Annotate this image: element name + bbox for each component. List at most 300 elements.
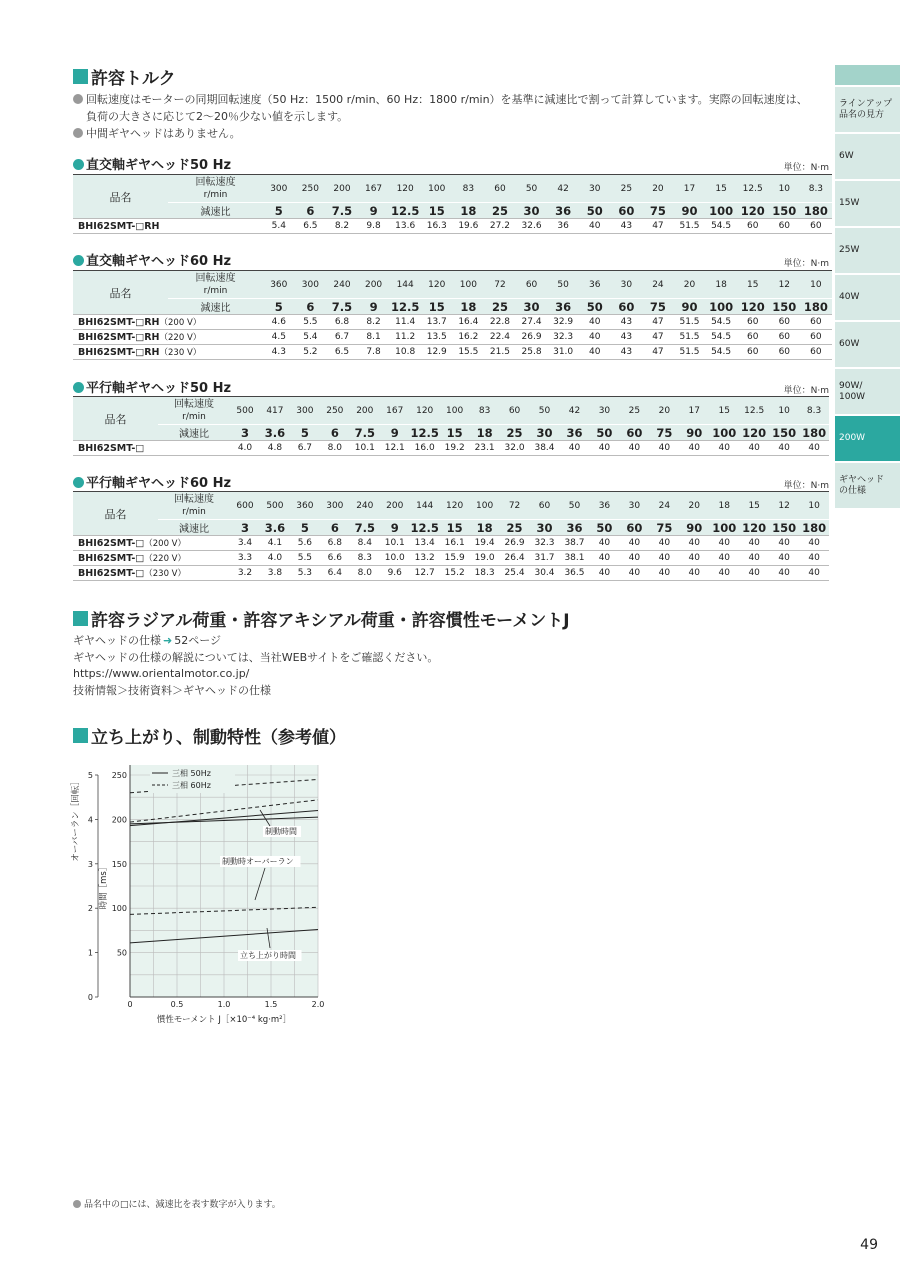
ratio-cell: 25 [484, 299, 516, 315]
circle-bullet-icon [73, 382, 84, 393]
ratio-cell: 60 [619, 425, 649, 441]
ratio-row [73, 203, 832, 219]
note-1-cont: 負荷の大きさに応じて2～20％少ない値を示します。 [86, 110, 349, 123]
ratio-cell: 15 [421, 299, 453, 315]
torque-cell: 40 [579, 345, 611, 360]
torque-cell: 40 [589, 441, 619, 456]
torque-cell: 40 [619, 441, 649, 456]
sidebar-tab[interactable] [835, 416, 900, 461]
ratio-cell: 15 [440, 425, 470, 441]
sidebar-tab-label: ラインアップ 品名の見方 [839, 98, 893, 120]
torque-cell: 40 [649, 551, 679, 566]
ratio-cell: 150 [769, 299, 801, 315]
product-name-cell [73, 315, 263, 330]
heading-text: 許容ラジアル荷重・許容アキシアル荷重・許容慣性モーメントJ [91, 611, 570, 631]
ratio-cell: 100 [709, 520, 739, 536]
table-title-row [73, 154, 829, 173]
sidebar-tab[interactable] [835, 322, 900, 367]
sidebar-tab-label: ギヤヘッド の仕様 [839, 474, 885, 496]
y-tick-label: 200 [111, 815, 127, 825]
table-title-text: 直交軸ギヤヘッド60 Hz [86, 254, 232, 269]
ratio-cell: 36 [559, 425, 589, 441]
product-name: BHI62SMT-□ [78, 442, 145, 454]
ratio-cell: 12.5 [390, 203, 420, 218]
ratio-cell: 25 [484, 203, 516, 219]
torque-cell: 11.2 [389, 330, 421, 345]
voltage-label: （220 V） [144, 554, 186, 564]
torque-cell: 22.8 [484, 315, 516, 330]
speed-cell: 200 [326, 175, 358, 203]
web-note: ギヤヘッドの仕様の解説については、当社WEBサイトをご確認ください。 [73, 650, 439, 664]
ratio-cell: 18 [453, 203, 485, 219]
annotation-label: 制動時オーバーラン [222, 857, 294, 866]
speed-cell: 120 [410, 397, 440, 425]
torque-cell: 60 [769, 345, 801, 360]
product-name-cell [73, 330, 263, 345]
product-name: BHI62SMT-□RH [78, 317, 160, 328]
sidebar-tab[interactable] [835, 369, 900, 414]
ratio-cell: 180 [800, 203, 832, 219]
ratio-cell: 36 [547, 299, 579, 315]
ratio-cell: 75 [649, 425, 679, 441]
footer-note [73, 1197, 281, 1210]
ratio-cell: 7.5 [326, 299, 358, 315]
heading-square-icon [73, 611, 88, 626]
speed-cell: 300 [263, 175, 295, 203]
table-row [73, 345, 832, 360]
bullet-icon [73, 128, 83, 138]
ratio-cell: 25 [500, 520, 530, 536]
y-tick-label: 150 [111, 859, 127, 869]
ratio-cell: 30 [530, 520, 560, 536]
speed-cell: 18 [705, 271, 737, 299]
ratio-cell: 36 [547, 203, 579, 219]
ratio-label: 減速比 [168, 203, 263, 219]
col-header-name: 品名 [73, 175, 168, 219]
speed-cell: 20 [679, 492, 709, 520]
speed-cell: 12.5 [739, 397, 769, 425]
table-title-row [73, 377, 829, 396]
torque-cell: 18.3 [470, 566, 500, 581]
voltage-label: （200 V） [159, 318, 202, 328]
torque-cell: 38.1 [559, 551, 589, 566]
speed-cell: 300 [290, 397, 320, 425]
torque-cell: 26.9 [516, 330, 548, 345]
torque-cell: 4.1 [260, 536, 290, 551]
ratio-cell: 6 [295, 203, 327, 219]
ratio-cell: 90 [679, 520, 709, 536]
x-tick-label: 0 [127, 1000, 133, 1009]
annotation-label: 制動時間 [265, 827, 297, 836]
speed-cell: 600 [230, 492, 260, 520]
sidebar-tab[interactable] [835, 87, 900, 132]
torque-cell: 3.2 [230, 566, 260, 581]
speed-cell: 360 [290, 492, 320, 520]
y2-tick-label: 0 [87, 993, 93, 1002]
ratio-cell: 15 [421, 203, 453, 219]
torque-cell: 22.4 [484, 330, 516, 345]
torque-cell: 60 [800, 345, 832, 360]
torque-cell: 40 [649, 536, 679, 551]
y2-axis-label: オーバーラン［回転］ [71, 777, 81, 862]
speed-row [73, 175, 832, 203]
torque-cell: 19.4 [470, 536, 500, 551]
product-name: BHI62SMT-□ [78, 538, 145, 549]
speed-cell: 60 [484, 175, 516, 203]
y2-tick-label: 3 [87, 859, 93, 869]
ratio-cell: 120 [739, 520, 769, 536]
product-name: BHI62SMT-□RH [78, 347, 160, 358]
web-path: 技術情報＞技術資料＞ギヤヘッドの仕様 [73, 683, 271, 697]
ratio-label: 減速比 [168, 299, 263, 315]
speed-cell: 72 [500, 492, 530, 520]
torque-cell: 6.7 [326, 330, 358, 345]
note-1-text: 回転速度はモーターの同期回転速度（50 Hz：1500 r/min、60 Hz：1800 r/min）を基準に減速比で割って計算しています。実際の回転速度は、 [86, 93, 808, 106]
ratio-cell: 150 [769, 203, 801, 219]
ratio-row [73, 425, 829, 441]
ratio-cell: 18 [470, 425, 500, 441]
torque-cell: 3.4 [230, 536, 260, 551]
ratio-cell: 75 [642, 203, 674, 219]
speed-cell: 20 [642, 175, 674, 203]
ratio-cell: 180 [799, 520, 829, 536]
torque-cell: 30.4 [530, 566, 560, 581]
sidebar-tab-label: 90W/ 100W [839, 380, 866, 402]
ratio-cell: 12.5 [390, 299, 420, 314]
torque-cell: 36 [547, 219, 579, 234]
torque-cell: 8.2 [326, 219, 358, 234]
speed-cell: 120 [421, 271, 453, 299]
torque-cell: 54.5 [705, 330, 737, 345]
voltage-label: （200 V） [144, 539, 186, 549]
speed-cell: 100 [453, 271, 485, 299]
torque-cell: 13.2 [410, 551, 440, 566]
y2-tick-label: 4 [87, 815, 93, 825]
torque-cell: 8.1 [358, 330, 390, 345]
torque-cell: 3.8 [260, 566, 290, 581]
ratio-cell: 9 [380, 520, 410, 536]
torque-cell: 40 [589, 551, 619, 566]
table-title [73, 472, 231, 491]
table-title-row [73, 472, 829, 491]
torque-cell: 40 [709, 551, 739, 566]
ratio-cell: 75 [642, 299, 674, 315]
ratio-cell: 100 [709, 425, 739, 441]
torque-cell: 40 [649, 441, 679, 456]
torque-cell: 10.1 [380, 536, 410, 551]
speed-cell: 167 [358, 175, 390, 203]
torque-cell: 12.7 [410, 566, 440, 581]
torque-cell: 9.6 [380, 566, 410, 581]
table-row [73, 219, 832, 234]
speed-row [73, 271, 832, 299]
torque-cell: 40 [679, 551, 709, 566]
torque-cell: 40 [709, 441, 739, 456]
speed-cell: 12.5 [737, 175, 769, 203]
torque-cell: 60 [737, 330, 769, 345]
speed-cell: 83 [470, 397, 500, 425]
ratio-cell: 100 [705, 203, 737, 219]
torque-cell: 19.6 [453, 219, 485, 234]
ratio-cell: 7.5 [350, 425, 380, 441]
torque-cell: 40 [769, 551, 799, 566]
product-name-cell [73, 551, 230, 566]
speed-cell: 200 [350, 397, 380, 425]
speed-cell: 200 [358, 271, 390, 299]
torque-cell: 13.6 [389, 219, 421, 234]
torque-cell: 40 [559, 441, 589, 456]
torque-cell: 16.0 [410, 441, 440, 456]
ratio-row [73, 299, 832, 315]
ratio-cell: 9 [380, 425, 410, 441]
torque-cell: 5.5 [295, 315, 327, 330]
torque-cell: 8.0 [320, 441, 350, 456]
sidebar-tab[interactable] [835, 181, 900, 226]
torque-cell: 4.8 [260, 441, 290, 456]
annotation-label: 立ち上がり時間 [240, 951, 296, 960]
torque-cell: 40 [769, 441, 799, 456]
ratio-cell: 50 [579, 203, 611, 219]
torque-table [73, 491, 829, 581]
spec-text: ギヤヘッドの仕様 [73, 634, 161, 647]
unit-label: 単位：N·m [783, 386, 829, 396]
y-tick-label: 50 [116, 948, 127, 958]
sidebar-tab-label: 40W [839, 292, 860, 302]
sidebar-top-strip [835, 65, 900, 85]
speed-cell: 360 [263, 271, 295, 299]
ratio-cell: 90 [674, 203, 706, 219]
bullet-icon [73, 1200, 81, 1208]
arrow-right-icon: ➜ [163, 634, 173, 647]
torque-cell: 23.1 [470, 441, 500, 456]
table-title [73, 154, 231, 173]
notes-block [73, 91, 833, 142]
product-name: BHI62SMT-□RH [78, 332, 160, 343]
sidebar-tab[interactable] [835, 275, 900, 320]
speed-cell: 240 [350, 492, 380, 520]
speed-cell: 18 [709, 492, 739, 520]
torque-cell: 26.9 [500, 536, 530, 551]
speed-cell: 42 [559, 397, 589, 425]
speed-row [73, 397, 829, 425]
torque-cell: 54.5 [705, 345, 737, 360]
speed-cell: 15 [705, 175, 737, 203]
ratio-cell: 50 [579, 299, 611, 315]
torque-cell: 31.7 [530, 551, 560, 566]
ratio-cell: 150 [769, 520, 799, 536]
ratio-cell: 12.5 [410, 520, 439, 535]
speed-cell: 17 [679, 397, 709, 425]
table-title [73, 377, 231, 396]
torque-cell: 43 [611, 330, 643, 345]
ratio-cell: 90 [674, 299, 706, 315]
speed-cell: 24 [649, 492, 679, 520]
torque-cell: 40 [589, 536, 619, 551]
speed-cell: 20 [674, 271, 706, 299]
speed-cell: 15 [739, 492, 769, 520]
speed-label: 回転速度 r/min [168, 175, 263, 203]
speed-cell: 100 [421, 175, 453, 203]
torque-cell: 4.0 [230, 441, 260, 456]
torque-cell: 13.5 [421, 330, 453, 345]
product-name-cell [73, 566, 230, 581]
speed-cell: 250 [295, 175, 327, 203]
speed-cell: 42 [547, 175, 579, 203]
torque-cell: 27.2 [484, 219, 516, 234]
speed-cell: 240 [326, 271, 358, 299]
x-axis-label: 慣性モーメント J［×10⁻⁴ kg·m²］ [156, 1015, 292, 1025]
speed-cell: 83 [453, 175, 485, 203]
section-heading-torque [73, 64, 176, 89]
speed-cell: 200 [380, 492, 410, 520]
torque-cell: 6.6 [320, 551, 350, 566]
ratio-cell: 6 [320, 425, 350, 441]
torque-table [73, 174, 832, 234]
speed-cell: 120 [389, 175, 421, 203]
torque-cell: 60 [769, 219, 801, 234]
speed-cell: 24 [642, 271, 674, 299]
table-title-text: 平行軸ギヤヘッド60 Hz [86, 476, 232, 491]
speed-cell: 10 [799, 492, 829, 520]
torque-cell: 21.5 [484, 345, 516, 360]
speed-cell: 8.3 [800, 175, 832, 203]
legend-label: 三相 50Hz [172, 769, 211, 778]
sidebar-tab[interactable] [835, 228, 900, 273]
table-row [73, 551, 829, 566]
torque-cell: 40 [739, 441, 769, 456]
product-name-cell [73, 219, 263, 234]
ratio-cell: 30 [530, 425, 560, 441]
ratio-cell: 25 [500, 425, 530, 441]
table-row [73, 566, 829, 581]
torque-cell: 36.5 [559, 566, 589, 581]
torque-cell: 40 [589, 566, 619, 581]
ratio-cell: 100 [705, 299, 737, 315]
torque-cell: 47 [642, 345, 674, 360]
product-name: BHI62SMT-□ [78, 553, 145, 564]
torque-cell: 4.5 [263, 330, 295, 345]
torque-cell: 9.8 [358, 219, 390, 234]
speed-cell: 300 [320, 492, 350, 520]
ratio-cell: 5 [290, 520, 320, 536]
section-heading-load [73, 606, 570, 631]
torque-cell: 40 [579, 219, 611, 234]
ratio-cell: 180 [800, 299, 832, 315]
torque-cell: 6.4 [320, 566, 350, 581]
torque-cell: 51.5 [674, 330, 706, 345]
heading-square-icon [73, 728, 88, 743]
table-title-text: 直交軸ギヤヘッド50 Hz [86, 158, 232, 173]
speed-cell: 100 [470, 492, 500, 520]
ratio-cell: 60 [611, 203, 643, 219]
speed-cell: 417 [260, 397, 290, 425]
torque-cell: 40 [579, 330, 611, 345]
note-1 [73, 91, 833, 108]
ratio-cell: 3 [230, 425, 260, 441]
ratio-cell: 150 [769, 425, 799, 441]
col-header-name: 品名 [73, 492, 158, 536]
ratio-cell: 180 [799, 425, 829, 441]
torque-cell: 47 [642, 330, 674, 345]
characteristics-chart [60, 750, 350, 1040]
torque-cell: 15.2 [440, 566, 470, 581]
ratio-cell: 30 [516, 299, 548, 315]
torque-cell: 43 [611, 219, 643, 234]
sidebar-tab-label: 6W [839, 151, 854, 161]
torque-cell: 40 [799, 566, 829, 581]
torque-cell: 43 [611, 315, 643, 330]
y-axis-label: 時間［ms］ [99, 862, 109, 910]
speed-cell: 60 [530, 492, 560, 520]
speed-cell: 120 [440, 492, 470, 520]
speed-cell: 15 [709, 397, 739, 425]
ratio-cell: 75 [649, 520, 679, 536]
circle-bullet-icon [73, 255, 84, 266]
torque-cell: 11.4 [389, 315, 421, 330]
torque-cell: 40 [679, 536, 709, 551]
ratio-cell: 12.5 [410, 425, 439, 440]
torque-cell: 5.2 [295, 345, 327, 360]
ratio-cell: 5 [263, 203, 295, 219]
speed-cell: 10 [769, 175, 801, 203]
torque-cell: 60 [737, 315, 769, 330]
page-ref-link[interactable]: 52ページ [174, 634, 221, 647]
speed-cell: 500 [260, 492, 290, 520]
torque-cell: 40 [679, 441, 709, 456]
section-heading-characteristics [73, 723, 346, 748]
speed-cell: 30 [619, 492, 649, 520]
torque-cell: 40 [739, 536, 769, 551]
speed-cell: 25 [611, 175, 643, 203]
torque-cell: 40 [799, 536, 829, 551]
speed-label: 回転速度 r/min [168, 271, 263, 299]
torque-cell: 38.4 [530, 441, 560, 456]
speed-row [73, 492, 829, 520]
torque-cell: 25.8 [516, 345, 548, 360]
product-name-cell [73, 441, 230, 456]
voltage-label: （230 V） [144, 569, 186, 579]
speed-cell: 36 [579, 271, 611, 299]
sidebar-tab[interactable] [835, 463, 900, 508]
torque-cell: 32.9 [547, 315, 579, 330]
ratio-cell: 18 [453, 299, 485, 315]
ratio-cell: 3.6 [260, 520, 290, 536]
ratio-cell: 5 [263, 299, 295, 315]
speed-label: 回転速度 r/min [158, 397, 230, 425]
website-url[interactable]: https://www.orientalmotor.co.jp/ [73, 667, 250, 680]
load-block [73, 633, 438, 699]
product-name-cell [73, 345, 263, 360]
y2-tick-label: 2 [87, 904, 93, 914]
table-row [73, 330, 832, 345]
speed-cell: 12 [769, 492, 799, 520]
torque-cell: 60 [800, 219, 832, 234]
torque-cell: 27.4 [516, 315, 548, 330]
speed-cell: 30 [579, 175, 611, 203]
torque-cell: 40 [769, 566, 799, 581]
table-title-text: 平行軸ギヤヘッド50 Hz [86, 381, 232, 396]
torque-cell: 51.5 [674, 219, 706, 234]
sidebar-tab[interactable] [835, 134, 900, 179]
torque-cell: 40 [739, 566, 769, 581]
table-title-row [73, 250, 829, 269]
x-tick-label: 2.0 [311, 1000, 325, 1009]
ratio-cell: 5 [290, 425, 320, 441]
product-name: BHI62SMT-□RH [78, 220, 160, 232]
legend-label: 三相 60Hz [172, 781, 211, 790]
ratio-cell: 36 [559, 520, 589, 536]
torque-cell: 54.5 [705, 315, 737, 330]
